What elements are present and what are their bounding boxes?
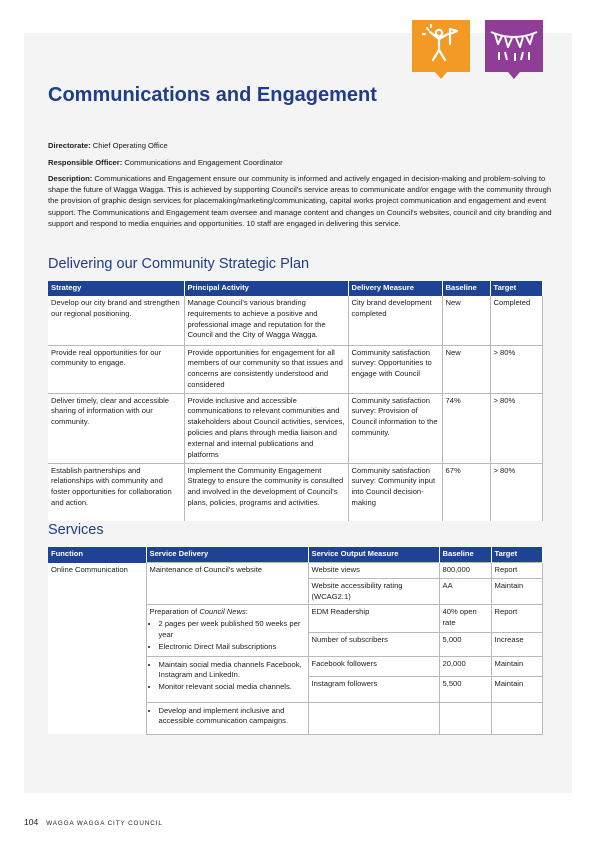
measure-cell: Community satisfaction survey: Opportunities to engage with Council bbox=[348, 345, 442, 393]
baseline-cell: 40% open rate bbox=[439, 605, 491, 633]
badge-pointer bbox=[435, 72, 447, 79]
celebration-person-icon bbox=[412, 20, 470, 72]
target-cell: Maintain bbox=[491, 676, 542, 702]
measure-cell: Website views bbox=[308, 563, 439, 579]
plan-header-row bbox=[48, 281, 542, 296]
page-footer bbox=[24, 817, 163, 827]
list-item: • Monitor relevant social media channels. bbox=[159, 682, 305, 693]
measure-cell: EDM Readership bbox=[308, 605, 439, 633]
target-cell: Completed bbox=[490, 296, 542, 345]
page-number: 104 bbox=[24, 817, 39, 827]
baseline-cell: AA bbox=[439, 578, 491, 605]
function-cell: Online Communication bbox=[48, 563, 146, 735]
plan-heading: Delivering our Community Strategic Plan bbox=[48, 256, 310, 272]
target-cell bbox=[491, 702, 542, 734]
plan-header-cell: Strategy bbox=[48, 281, 184, 296]
bunting-flags-icon bbox=[485, 20, 543, 72]
strategy-cell: Deliver timely, clear and accessible sharing of information with our community. bbox=[48, 393, 184, 463]
table-row bbox=[48, 393, 542, 463]
community-badge bbox=[412, 20, 470, 72]
events-badge bbox=[485, 20, 543, 72]
page-title: Communications and Engagement bbox=[48, 84, 377, 106]
description-paragraph bbox=[48, 173, 552, 229]
measure-cell: City brand development completed bbox=[348, 296, 442, 345]
plan-header-cell: Target bbox=[490, 281, 542, 296]
measure-cell: Community satisfaction survey: Provision of Council information to the community. bbox=[348, 393, 442, 463]
table-row bbox=[48, 563, 542, 579]
strategy-cell: Provide real opportunities for our community to engage. bbox=[48, 345, 184, 393]
service-delivery-cell: Maintenance of Council's website bbox=[146, 563, 308, 605]
baseline-cell bbox=[439, 702, 491, 734]
target-cell: Increase bbox=[491, 633, 542, 656]
measure-cell: Number of subscribers bbox=[308, 633, 439, 656]
officer-line bbox=[48, 157, 552, 168]
measure-cell: Facebook followers bbox=[308, 656, 439, 676]
table-row bbox=[48, 296, 542, 345]
description-label: Description: bbox=[48, 174, 93, 183]
directorate-label: Directorate: bbox=[48, 141, 91, 150]
target-cell: Report bbox=[491, 563, 542, 579]
baseline-cell: 5,000 bbox=[439, 633, 491, 656]
newsletter-title: Council News bbox=[199, 607, 246, 617]
service-delivery-cell bbox=[146, 605, 308, 656]
plan-header-cell: Baseline bbox=[442, 281, 490, 296]
target-cell: > 80% bbox=[490, 345, 542, 393]
table-row bbox=[48, 345, 542, 393]
description-value: Communications and Engagement ensure our community is informed and actively engaged in decision-making and problem-solving to shape the future of Wagga Wagga. This is achieved by supporting Council's service areas to communicate and/or engage with the community through the provision of graphic design services for placemaking/marketing/communicating, capital works project communication and engagement and event support. The Communications and Engagement team oversee and manage content and changes on Council's websites, council and city branding and support and respond to media enquiries and opportunities. 10 staff are engaged in delivering this service. bbox=[48, 174, 552, 228]
services-header-cell: Target bbox=[491, 547, 542, 563]
newsletter-line bbox=[150, 607, 305, 618]
plan-header-cell: Principal Activity bbox=[184, 281, 348, 296]
baseline-cell: 5,500 bbox=[439, 676, 491, 702]
activity-cell: Provide opportunities for engagement for all members of our community so that issues and concerns are consistently understood and considered bbox=[184, 345, 348, 393]
services-header-cell: Baseline bbox=[439, 547, 491, 563]
target-cell: > 80% bbox=[490, 393, 542, 463]
strategy-cell: Develop our city brand and strengthen our regional positioning. bbox=[48, 296, 184, 345]
baseline-cell: New bbox=[442, 345, 490, 393]
activity-cell: Provide inclusive and accessible communications to relevant communities and stakeholders about Council activities, services, policies and plans through media liaison and external and internal publications and platforms bbox=[184, 393, 348, 463]
strategic-plan-table bbox=[48, 281, 543, 521]
measure-cell: Website accessibility rating (WCAG2.1) bbox=[308, 578, 439, 605]
services-header-cell: Service Output Measure bbox=[308, 547, 439, 563]
target-cell: > 80% bbox=[490, 463, 542, 521]
directorate-value: Chief Operating Office bbox=[90, 141, 168, 150]
list-item: • Electronic Direct Mail subscriptions bbox=[159, 642, 305, 653]
service-delivery-cell bbox=[146, 702, 308, 734]
services-heading: Services bbox=[48, 522, 104, 538]
target-cell: Maintain bbox=[491, 656, 542, 676]
measure-cell: Community satisfaction survey: Community input into Council decision-making bbox=[348, 463, 442, 521]
services-header-cell: Function bbox=[48, 547, 146, 563]
measure-cell: Instagram followers bbox=[308, 676, 439, 702]
baseline-cell: New bbox=[442, 296, 490, 345]
baseline-cell: 800,000 bbox=[439, 563, 491, 579]
inclusive-list bbox=[150, 706, 305, 728]
baseline-cell: 20,000 bbox=[439, 656, 491, 676]
newsletter-prefix: Preparation of bbox=[149, 607, 200, 617]
directorate-line bbox=[48, 140, 552, 151]
newsletter-list bbox=[150, 619, 305, 652]
activity-cell: Implement the Community Engagement Strategy to ensure the community is consulted and involved in the development of Council's plans, policies, programs and activities. bbox=[184, 463, 348, 521]
baseline-cell: 74% bbox=[442, 393, 490, 463]
measure-cell bbox=[308, 702, 439, 734]
list-item: • Maintain social media channels Facebook, Instagram and LinkedIn. bbox=[159, 660, 305, 682]
services-header-cell: Service Delivery bbox=[146, 547, 308, 563]
list-item: • Develop and implement inclusive and accessible communication campaigns. bbox=[159, 706, 305, 728]
badge-pointer bbox=[508, 72, 520, 79]
target-cell: Report bbox=[491, 605, 542, 633]
newsletter-suffix: : bbox=[245, 607, 248, 617]
target-cell: Maintain bbox=[491, 578, 542, 605]
officer-value: Communications and Engagement Coordinator bbox=[122, 158, 283, 167]
social-list bbox=[150, 660, 305, 693]
table-row bbox=[48, 463, 542, 521]
services-table bbox=[48, 547, 543, 735]
activity-cell: Manage Council's various branding requirements to achieve a positive and professional image and reputation for the Council and the City of Wagga Wagga. bbox=[184, 296, 348, 345]
service-delivery-cell bbox=[146, 656, 308, 702]
services-header-row bbox=[48, 547, 542, 563]
plan-header-cell: Delivery Measure bbox=[348, 281, 442, 296]
officer-label: Responsible Officer: bbox=[48, 158, 123, 167]
footer-org-name: WAGGA WAGGA CITY COUNCIL bbox=[46, 820, 163, 827]
strategy-cell: Establish partnerships and relationships with community and foster opportunities for collaboration and action. bbox=[48, 463, 184, 521]
list-item: • 2 pages per week published 50 weeks per year bbox=[159, 619, 305, 641]
baseline-cell: 67% bbox=[442, 463, 490, 521]
